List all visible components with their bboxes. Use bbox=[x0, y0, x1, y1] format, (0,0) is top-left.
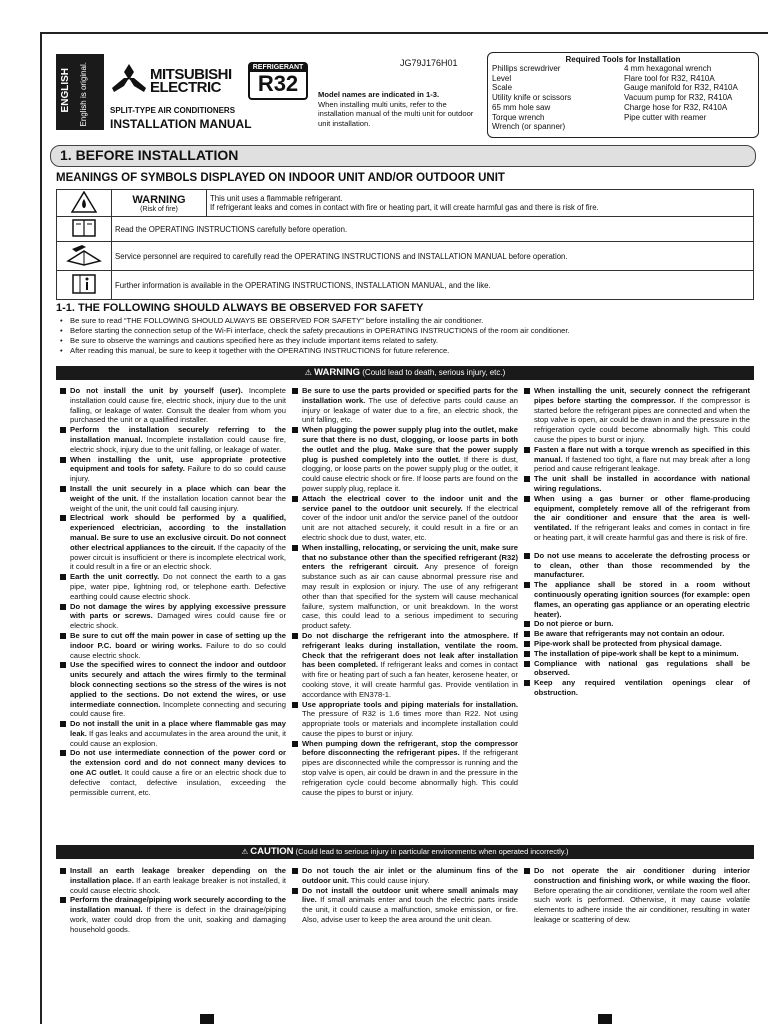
caution-item bbox=[60, 866, 286, 895]
service-manual-icon bbox=[57, 242, 112, 271]
mitsubishi-logo-icon bbox=[112, 64, 146, 94]
item-text: If an earth leakage breaker is not installed, it could cause electric shock. bbox=[70, 875, 286, 895]
item-heading: Use appropriate tools and piping materials for installation. bbox=[302, 699, 518, 709]
warning-item bbox=[60, 572, 286, 601]
warning-item bbox=[524, 386, 750, 445]
caution-column-2 bbox=[292, 866, 518, 925]
warning-item bbox=[292, 386, 518, 425]
safety-bullet: • Be sure to read “THE FOLLOWING SHOULD ALWAYS BE OBSERVED FOR SAFETY” before installing the air conditioner. bbox=[60, 316, 760, 326]
warning-item bbox=[292, 543, 518, 631]
warning-item bbox=[60, 425, 286, 454]
item-heading: Do not discharge the refrigerant into the atmosphere. If refrigerant leaks during installation, ventilate the room. Check that the refrigerant does not leak after installation has been completed. bbox=[302, 630, 518, 670]
refrigerant-badge bbox=[248, 62, 308, 100]
caution-bar-note: (Could lead to serious injury in particular environments when operated incorrectly.) bbox=[295, 847, 569, 856]
tool-item: Level bbox=[492, 73, 512, 83]
tools-column-1 bbox=[492, 64, 622, 132]
warning-item bbox=[524, 659, 750, 679]
brand-line-2: ELECTRIC bbox=[150, 79, 221, 96]
warning-item bbox=[60, 748, 286, 797]
item-text: It could cause a fire or an electric shock due to defective contact, defective insulation, exceeding the permissible current, etc. bbox=[70, 768, 286, 797]
item-heading: The installation of pipe-work shall be kept to a minimum. bbox=[534, 648, 739, 658]
warning-item bbox=[60, 631, 286, 660]
warning-item bbox=[292, 700, 518, 739]
warning-bar-note: (Could lead to death, serious injury, etc.) bbox=[362, 368, 506, 377]
registration-mark bbox=[200, 1014, 214, 1024]
info-text: Further information is available in the OPERATING INSTRUCTIONS, INSTALLATION MANUAL, and the like. bbox=[112, 271, 754, 300]
item-text: If the capacity of the power circuit is insufficient or there is incomplete electrical work, it could result in a fire or an electric shock. bbox=[70, 542, 286, 572]
model-note bbox=[318, 90, 482, 128]
warning-column-1 bbox=[60, 386, 286, 797]
warning-item bbox=[60, 719, 286, 748]
item-heading: Attach the electrical cover to the indoor unit and the service panel to the outdoor unit securely. bbox=[302, 493, 518, 513]
safety-bullet: • Before starting the connection setup of the Wi-Fi interface, check the safety precautions in OPERATING INSTRUCTIONS of the room air conditioner. bbox=[60, 326, 760, 336]
warning-item bbox=[60, 455, 286, 484]
item-heading: Earth the unit correctly. bbox=[70, 572, 160, 582]
item-heading: When plugging the power supply plug into the outlet, make sure that there is no dust, clogging, or loose parts in both the outlet and the plug. Make sure that the power supply plug is pushed completely into the outlet. bbox=[302, 425, 518, 464]
warning-bar bbox=[56, 366, 754, 380]
fire-warning-icon bbox=[57, 190, 112, 217]
warning-item bbox=[524, 580, 750, 619]
item-heading: When installing, relocating, or servicing the unit, make sure that no substance other than the specified refrigerant (R32) enters the refrigerant circuit. bbox=[302, 542, 518, 572]
tool-item: Charge hose for R32, R410A bbox=[624, 102, 728, 112]
warning-bar-icon: ⚠ bbox=[304, 368, 315, 377]
language-label: ENGLISH bbox=[60, 68, 71, 113]
item-heading: Do not use intermediate connection of the power cord or the extension cord and do not connect many devices to one AC outlet. bbox=[70, 748, 286, 778]
item-heading: Do not install the unit in a place where flammable gas may leak. bbox=[70, 719, 286, 738]
symbol-row-read-instructions bbox=[57, 217, 754, 242]
item-heading: Do not damage the wires by applying excessive pressure with parts or screws. bbox=[70, 601, 286, 621]
warning-item bbox=[524, 649, 750, 659]
tool-item: 65 mm hole saw bbox=[492, 102, 551, 112]
section-title: 1. BEFORE INSTALLATION bbox=[60, 147, 239, 163]
item-heading: When installing the unit, use appropriate protective equipment and tools for safety. bbox=[70, 454, 286, 474]
tool-item: Flare tool for R32, R410A bbox=[624, 73, 715, 83]
item-heading: Install the unit securely in a place which can bear the weight of the unit. bbox=[70, 483, 286, 503]
item-heading: Pipe-work shall be protected from physical damage. bbox=[534, 638, 722, 648]
symbols-table bbox=[56, 189, 754, 300]
caution-bar-icon: ⚠ bbox=[241, 847, 251, 856]
warning-bar-label: WARNING bbox=[314, 367, 361, 378]
warning-item bbox=[524, 639, 750, 649]
item-text: The pressure of R32 is 1.6 times more than R22. Not using appropriate tools or materials and incomplete installation could cause the pipes to burst or injury. bbox=[302, 709, 518, 738]
item-heading: Be sure to cut off the main power in case of setting up the indoor P.C. board or wiring works. bbox=[70, 630, 286, 650]
item-text: If there is dust, clogging, or loose parts on the power supply plug or the outlet, it could cause electric shock or fire. If loose parts are found on the power supply plug, replace it. bbox=[302, 454, 518, 493]
item-heading: Be sure to use the parts provided or specified parts for the installation work. bbox=[302, 386, 518, 405]
item-text: If the refrigerant pipes are disconnected while the compressor is running and the stop valve is open, air could be drawn in and the pressure in the refrigeration cycle could become abnormally high. This could cause the pipes to burst or injury. bbox=[302, 748, 518, 797]
symbol-row-warning bbox=[57, 190, 754, 217]
refrigerant-label: REFRIGERANT bbox=[250, 63, 306, 72]
tool-item: Vacuum pump for R32, R410A bbox=[624, 93, 733, 103]
item-text: If the installation location cannot bear the weight of the unit, the unit could fall causing injury. bbox=[70, 493, 286, 513]
warning-item bbox=[60, 602, 286, 631]
warning-text-cell bbox=[207, 190, 754, 217]
top-rule bbox=[40, 32, 768, 34]
item-heading: Do not use means to accelerate the defrosting process or to clean, other than those recommended by the manufacturer. bbox=[534, 550, 750, 580]
brand-line-1: MITSUBISHI bbox=[150, 66, 232, 83]
model-note-text: When installing multi units, refer to the installation manual of the multi unit for outdoor unit installation. bbox=[318, 99, 474, 128]
warning-item bbox=[524, 619, 750, 629]
item-heading: The appliance shall be stored in a room without continuously operating ignition sources (for example: open flames, an operating gas appliance or an operating electric heater). bbox=[534, 580, 750, 619]
item-heading: When pumping down the refrigerant, stop the compressor before disconnecting the refrigerant pipes. bbox=[302, 738, 518, 758]
item-heading: Use the specified wires to connect the indoor and outdoor units securely and attach the wires firmly to the terminal block connecting sections so the stress of the wires is not applied to the sections. Do not extend the wires, or use intermediate connection. bbox=[70, 660, 286, 709]
item-text: Do not connect the earth to a gas pipe, water pipe, lightning rod, or telephone earth. Defective earthing could cause electric shock. bbox=[70, 572, 286, 601]
warning-column-2 bbox=[292, 386, 518, 797]
item-text: Any presence of foreign substance such as air can cause abnormal pressure rise and may result in explosion or injury. The use of any refrigerant other than that specified for the system will cause mechanical failure, system malfunction, or unit breakdown. In the worst case, this could lead to a serious impediment to securing product safety. bbox=[302, 562, 518, 631]
item-text: Failure to do so could cause injury. bbox=[70, 464, 286, 484]
caution-item bbox=[60, 895, 286, 934]
item-heading: Be aware that refrigerants may not contain an odour. bbox=[534, 629, 725, 639]
symbols-heading: MEANINGS OF SYMBOLS DISPLAYED ON INDOOR UNIT AND/OR OUTDOOR UNIT bbox=[56, 172, 505, 184]
item-text: This could cause injury. bbox=[350, 875, 430, 885]
item-text: The use of defective parts could cause an injury or leakage of water due to a fire, an electric shock, the unit falling, etc. bbox=[302, 395, 518, 425]
tool-item: Torque wrench bbox=[492, 112, 545, 122]
service-text: Service personnel are required to carefully read the OPERATING INSTRUCTIONS and INSTALLATION MANUAL before operation. bbox=[112, 242, 754, 271]
warning-label-cell bbox=[112, 190, 207, 217]
item-text: Before operating the air conditioner, ventilate the room well after such work is performed. Otherwise, it may cause volatile elements to adhere inside the air conditioner, resulting in water leakage or scattering of dew. bbox=[534, 885, 750, 924]
caution-bar-label: CAUTION bbox=[250, 846, 294, 857]
brand-name bbox=[150, 68, 232, 94]
tool-item: Gauge manifold for R32, R410A bbox=[624, 83, 738, 93]
language-tab bbox=[56, 54, 104, 130]
tools-column-2 bbox=[624, 64, 758, 122]
warning-column-3 bbox=[524, 386, 750, 698]
left-rule bbox=[40, 32, 42, 1024]
safety-bullets bbox=[60, 316, 760, 356]
tool-item: Scale bbox=[492, 83, 513, 93]
section-header bbox=[50, 145, 756, 167]
item-heading: Keep any required ventilation openings clear of obstruction. bbox=[534, 678, 750, 697]
item-text: If refrigerant leaks and comes in contact with fire or heating part of such a fan heater, kerosene heater, or cooking stove, it will create harmful gas. Provide ventilation in accordance with EN378-1. bbox=[302, 660, 518, 699]
item-heading: When using a gas burner or other flame-producing equipment, completely remove all of the refrigerant from the air conditioner and ensure that the area is well-ventilated. bbox=[534, 493, 750, 533]
warning-item bbox=[60, 513, 286, 572]
symbol-row-info bbox=[57, 271, 754, 300]
tool-item: Phillips screwdriver bbox=[492, 64, 561, 73]
item-heading: Do not pierce or burn. bbox=[534, 619, 614, 629]
item-text: If the compressor is started before the refrigerant pipes are connected and when the stop valve is open, air could be drawn in and the pressure in the refrigeration cycle could become abnormally high. This could cause the pipes to burst or injury. bbox=[534, 395, 750, 444]
read-instructions-text: Read the OPERATING INSTRUCTIONS carefully before operation. bbox=[112, 217, 754, 242]
warning-item bbox=[524, 474, 750, 494]
warning-item bbox=[60, 660, 286, 719]
registration-mark bbox=[598, 1014, 612, 1024]
book-icon bbox=[57, 217, 112, 242]
warning-line-1: This unit uses a flammable refrigerant. bbox=[210, 194, 343, 203]
item-heading: Perform the drainage/piping work securely according to the installation manual. bbox=[70, 895, 286, 915]
caution-item bbox=[292, 866, 518, 886]
warning-subtitle: (Risk of fire) bbox=[140, 205, 178, 213]
caution-column-3 bbox=[524, 866, 750, 925]
warning-item bbox=[524, 445, 750, 474]
warning-item bbox=[524, 629, 750, 639]
warning-item bbox=[60, 484, 286, 513]
document-number: JG79J176H01 bbox=[400, 58, 458, 68]
item-text: Damaged wires could cause fire or electric shock. bbox=[70, 611, 286, 631]
item-heading: Compliance with national gas regulations shall be observed. bbox=[534, 658, 750, 678]
warning-item bbox=[60, 386, 286, 425]
item-heading: Do not install the unit by yourself (user). bbox=[70, 386, 243, 395]
item-heading: Do not install the outdoor unit where small animals may live. bbox=[302, 885, 518, 905]
language-note: English is original. bbox=[79, 62, 88, 127]
item-heading: Do not touch the air inlet or the aluminum fins of the outdoor unit. bbox=[302, 866, 518, 885]
safety-bullet: • After reading this manual, be sure to keep it together with the OPERATING INSTRUCTIONS for future reference. bbox=[60, 346, 760, 356]
warning-item bbox=[292, 739, 518, 798]
item-text: Failure to do so could cause electric shock. bbox=[70, 640, 286, 660]
refrigerant-value: R32 bbox=[257, 71, 299, 96]
manual-title: INSTALLATION MANUAL bbox=[110, 117, 252, 131]
warning-item bbox=[292, 494, 518, 543]
item-text: If the electrical cover of the indoor unit and/or the service panel of the outdoor unit are not attached securely, it could result in a fire or an electric shock due to dust, water, etc. bbox=[302, 503, 518, 542]
warning-item bbox=[524, 494, 750, 543]
product-type: SPLIT-TYPE AIR CONDITIONERS bbox=[110, 106, 236, 115]
caution-item bbox=[524, 866, 750, 925]
caution-item bbox=[292, 886, 518, 925]
item-text: If small animals enter and touch the electric parts inside the unit, it could cause a malfunction, smoke emission, or fire. Also, advise user to keep the area around the unit clean. bbox=[302, 895, 518, 924]
item-text: If fastened too tight, a flare nut may break after a long period and cause refrigerant leakage. bbox=[534, 454, 750, 474]
item-heading: Install an earth leakage breaker depending on the installation place. bbox=[70, 866, 286, 885]
item-text: If there is defect in the drainage/piping work, water could drop from the unit, soaking and damaging household goods. bbox=[70, 905, 286, 934]
symbol-row-service bbox=[57, 242, 754, 271]
warning-item bbox=[292, 631, 518, 700]
warning-item bbox=[292, 425, 518, 494]
warning-title: WARNING bbox=[132, 193, 186, 206]
tool-item: Utility knife or scissors bbox=[492, 93, 572, 103]
item-text: If the refrigerant leaks and comes in contact in fire or heating part, it will create harmful gas and there is risk of fire. bbox=[534, 523, 750, 542]
model-note-heading: Model names are indicated in 1-3. bbox=[318, 90, 440, 99]
item-heading: When installing the unit, securely connect the refrigerant pipes before starting the compressor. bbox=[534, 386, 750, 405]
tool-item: Pipe cutter with reamer bbox=[624, 112, 707, 122]
warning-item bbox=[524, 551, 750, 580]
info-book-icon bbox=[57, 271, 112, 300]
item-heading: Perform the installation securely referring to the installation manual. bbox=[70, 425, 286, 444]
safety-bullet: • Be sure to observe the warnings and cautions specified here as they include important items related to safety. bbox=[60, 336, 760, 346]
safety-heading: 1-1. THE FOLLOWING SHOULD ALWAYS BE OBSERVED FOR SAFETY bbox=[56, 302, 424, 314]
tool-item: Wrench (or spanner) bbox=[492, 122, 566, 132]
item-heading: Do not operate the air conditioner during interior construction and finishing work, or while waxing the floor. bbox=[534, 866, 750, 885]
item-heading: Fasten a flare nut with a torque wrench as specified in this manual. bbox=[534, 444, 750, 464]
tool-item: 4 mm hexagonal wrench bbox=[624, 64, 712, 73]
warning-item bbox=[524, 678, 750, 698]
caution-bar bbox=[56, 845, 754, 859]
item-text: Incomplete installation could cause fire, electric shock, injury due to the unit falling, or leakage of water. Consult the dealer from whom you purchased the unit or a qualified installer. bbox=[70, 386, 286, 425]
item-text: Incomplete connecting and securing could cause fire. bbox=[70, 699, 286, 719]
item-text: If gas leaks and accumulates in the area around the unit, it could cause an explosion. bbox=[70, 728, 286, 748]
item-heading: The unit shall be installed in accordance with national wiring regulations. bbox=[534, 474, 750, 493]
required-tools-box bbox=[487, 52, 759, 138]
required-tools-title: Required Tools for Installation bbox=[565, 55, 681, 64]
item-heading: Electrical work should be performed by a qualified, experienced electrician, according to the installation manual. Be sure to use an exclusive circuit. Do not connect other electrical appliances to the circuit. bbox=[70, 513, 286, 552]
warning-line-2: If refrigerant leaks and comes in contact with fire or heating part, it will create harmful gas and there is risk of fire. bbox=[210, 203, 599, 212]
caution-column-1 bbox=[60, 866, 286, 935]
item-text: Incomplete installation could cause fire, electric shock, injury due to the unit falling, or leakage of water. bbox=[70, 434, 287, 454]
